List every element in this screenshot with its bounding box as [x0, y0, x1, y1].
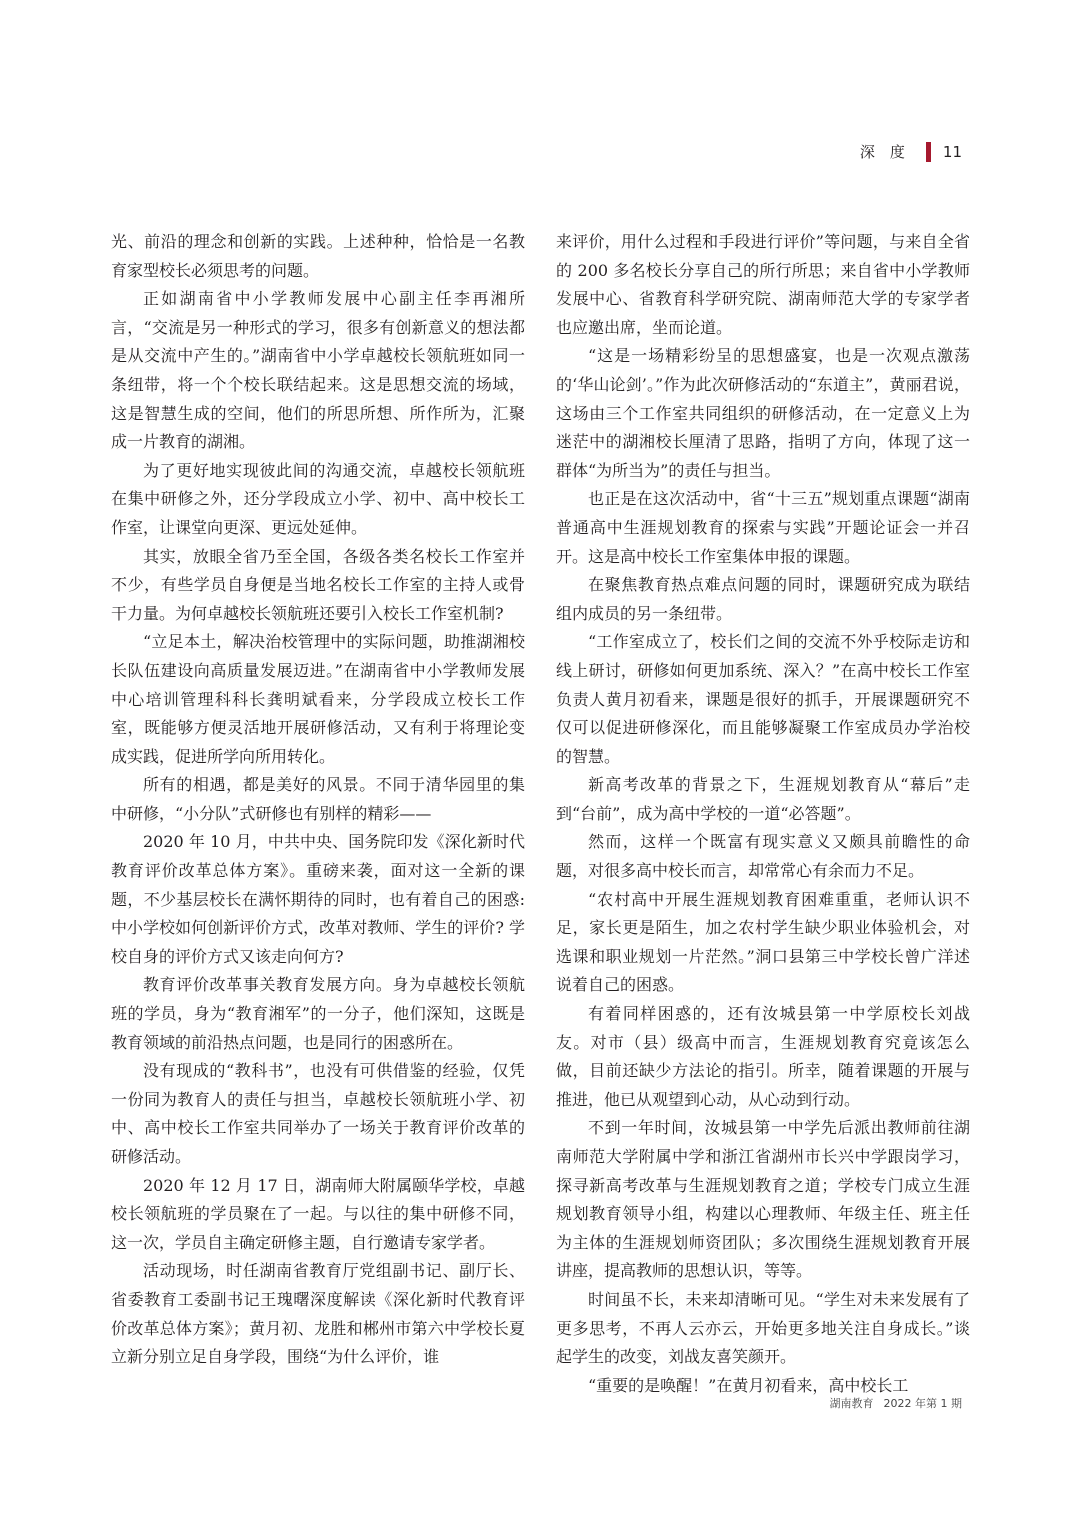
- section-title: 深度: [859, 143, 920, 161]
- paragraph: 新高考改革的背景之下，生涯规划教育从“幕后”走到“台前”，成为高中学校的一道“必答题”。: [556, 775, 970, 823]
- paragraph: 光、前沿的理念和创新的实践。上述种种，恰恰是一名教育家型校长必须思考的问题。: [111, 232, 525, 280]
- paragraph: “农村高中开展生涯规划教育困难重重，老师认识不足，家长更是陌生，加之农村学生缺少职业体验机会，对选课和职业规划一片茫然。”洞口县第三中学校长曾广洋述说着自己的困惑。: [556, 889, 970, 995]
- paragraph: 教育评价改革事关教育发展方向。身为卓越校长领航班的学员，身为“教育湘军”的一分子，他们深知，这既是教育领域的前沿热点问题，也是同行的困惑所在。: [111, 975, 525, 1052]
- issue-label: 2022 年第 1 期: [883, 1397, 962, 1410]
- paragraph: “重要的是唤醒！”在黄月初看来，高中校长工: [588, 1375, 909, 1395]
- paragraph: 在聚焦教育热点难点问题的同时，课题研究成为联结组内成员的另一条纽带。: [556, 575, 970, 623]
- paragraph: 正如湖南省中小学教师发展中心副主任李再湘所言，“交流是另一种形式的学习，很多有创新意义的想法都是从交流中产生的。”湖南省中小学卓越校长领航班如同一条纽带，将一个个校长联结起来。这是思想交流的场域，这是智慧生成的空间，他们的所思所想、所作所为，汇聚成一片教育的湖湘。: [111, 289, 525, 452]
- paragraph: 来评价，用什么过程和手段进行评价”等问题，与来自全省的 200 多名校长分享自己的所行所思；来自省中小学教师发展中心、省教育科学研究院、湖南师范大学的专家学者也应邀出席，坐而论道。: [556, 232, 970, 337]
- paragraph: 其实，放眼全省乃至全国，各级各类名校长工作室并不少，有些学员自身便是当地名校长工作室的主持人或骨干力量。为何卓越校长领航班还要引入校长工作室机制?: [111, 546, 525, 623]
- magazine-name: 湖南教育: [829, 1397, 874, 1410]
- paragraph: 没有现成的“教科书”，也没有可供借鉴的经验，仅凭一份同为教育人的责任与担当，卓越校长领航班小学、初中、高中校长工作室共同举办了一场关于教育评价改革的研修活动。: [111, 1061, 525, 1166]
- page-number: 11: [942, 142, 962, 161]
- paragraph: 有着同样困惑的，还有汝城县第一中学原校长刘战友。对市（县）级高中而言，生涯规划教育究竟该怎么做，目前还缺少方法论的指引。所幸，随着课题的开展与推进，他已从观望到心动，从心动到行动。: [556, 1004, 970, 1109]
- paragraph: “工作室成立了，校长们之间的交流不外乎校际走访和线上研讨，研修如何更加系统、深入？”在高中校长工作室负责人黄月初看来，课题是很好的抓手，开展课题研究不仅可以促进研修深化，而且能够凝聚工作室成员办学治校的智慧。: [556, 632, 970, 766]
- left-column: [111, 228, 525, 1372]
- paragraph: “立足本土，解决治校管理中的实际问题，助推湖湘校长队伍建设向高质量发展迈进。”在湖南省中小学教师发展中心培训管理科科长龚明斌看来，分学段成立校长工作室，既能够方便灵活地开展研修活动，又有利于将理论变成实践，促进所学向所用转化。: [111, 632, 525, 766]
- page-footer: [830, 1395, 962, 1411]
- paragraph: 然而，这样一个既富有现实意义又颇具前瞻性的命题，对很多高中校长而言，却常常心有余而力不足。: [556, 832, 970, 881]
- paragraph: 所有的相遇，都是美好的风景。不同于清华园里的集中研修，“小分队”式研修也有别样的精彩——: [111, 775, 525, 823]
- paragraph: 2020 年 10 月，中共中央、国务院印发《深化新时代教育评价改革总体方案》。重磅来袭，面对这一全新的课题，不少基层校长在满怀期待的同时，也有着自己的困惑:中小学校如何创新评价方式，改革对教师、学生的评价? 学校自身的评价方式又该走向何方?: [111, 832, 525, 966]
- paragraph: 为了更好地实现彼此间的沟通交流，卓越校长领航班在集中研修之外，还分学段成立小学、初中、高中校长工作室，让课堂向更深、更远处延伸。: [111, 460, 525, 537]
- right-column: [556, 228, 970, 1400]
- paragraph: 也正是在这次活动中，省“十三五”规划重点课题“湖南普通高中生涯规划教育的探索与实践”开题论证会一并召开。这是高中校长工作室集体申报的课题。: [556, 489, 970, 566]
- page-header: [860, 141, 962, 162]
- paragraph: “这是一场精彩纷呈的思想盛宴，也是一次观点激荡的‘华山论剑’。”作为此次研修活动的“东道主”，黄丽君说，这场由三个工作室共同组织的研修活动，在一定意义上为迷茫中的湖湘校长厘清了思路，指明了方向，体现了这一群体“为所当为”的责任与担当。: [556, 346, 970, 480]
- paragraph: 时间虽不长，未来却清晰可见。“学生对未来发展有了更多思考，不再人云亦云，开始更多地关注自身成长。”谈起学生的改变，刘战友喜笑颜开。: [556, 1289, 970, 1367]
- paragraph: 不到一年时间，汝城县第一中学先后派出教师前往湖南师范大学附属中学和浙江省湖州市长兴中学跟岗学习，探寻新高考改革与生涯规划教育之道；学校专门成立生涯规划教育领导小组，构建以心理教师、年级主任、班主任为主体的生涯规划师资团队；多次围绕生涯规划教育开展讲座，提高教师的思想认识，等等。: [556, 1118, 970, 1281]
- accent-bar: [926, 142, 931, 162]
- paragraph: 活动现场，时任湖南省教育厅党组副书记、副厅长、省委教育工委副书记王瑰曙深度解读《深化新时代教育评价改革总体方案》；黄月初、龙胜和郴州市第六中学校长夏立新分别立足自身学段，围绕“为什么评价，谁: [111, 1261, 525, 1367]
- paragraph: 2020 年 12 月 17 日，湖南师大附属颐华学校，卓越校长领航班的学员聚在了一起。与以往的集中研修不同，这一次，学员自主确定研修主题，自行邀请专家学者。: [111, 1175, 525, 1252]
